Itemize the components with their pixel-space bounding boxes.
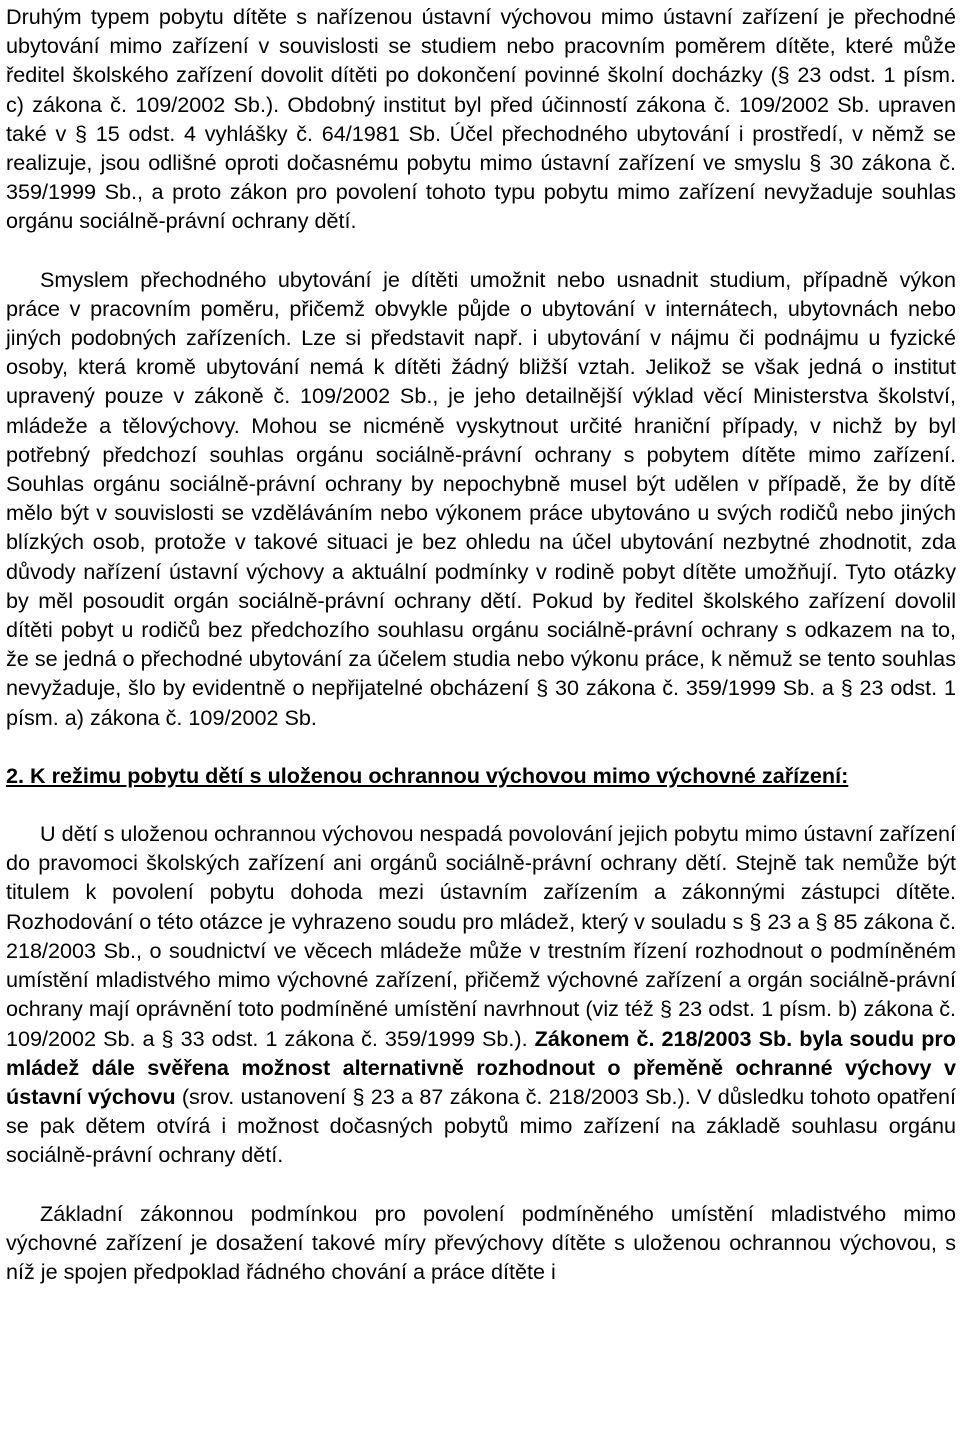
paragraph-protective-education	[6, 819, 956, 1169]
paragraph-conditional-placement: Základní zákonnou podmínkou pro povolení podmíněného umístění mladistvého mimo výchovné zařízení je dosažení takové míry převýchovy dítěte s uloženou ochrannou výchovou, s níž je spojen předpoklad řádného chování a práce dítěte i	[6, 1200, 956, 1284]
paragraph-temporary-accommodation: Druhým typem pobytu dítěte s nařízenou ústavní výchovou mimo ústavní zařízení je přechodné ubytování mimo zařízení v souvislosti se studiem nebo pracovním poměrem dítěte, které může ředitel školského zařízení dovolit dítěti po dokončení povinné školní docházky (§ 23 odst. 1 písm. c) zákona č. 109/2002 Sb.). Obdobný institut byl před účinností zákona č. 109/2002 Sb. upraven také v § 15 odst. 4 vyhlášky č. 64/1981 Sb. Účel přechodného ubytování i prostředí, v němž se realizuje, jsou odlišné oproti dočasnému pobytu mimo ústavní zařízení ve smyslu § 30 zákona č. 359/1999 Sb., a proto zákon pro povolení tohoto typu pobytu mimo zařízení nevyžaduje souhlas orgánu sociálně-právní ochrany dětí.	[6, 4, 956, 234]
paragraph-spacer	[6, 790, 956, 819]
emphasized-text: Zákonem č. 218/2003 Sb. byla soudu pro mládež dále svěřena možnost alternativně rozhodnout o přeměně ochranné výchovy v ústavní výchovu	[6, 1025, 956, 1109]
paragraph-accommodation-purpose: Smyslem přechodného ubytování je dítěti umožnit nebo usnadnit studium, případně výkon práce v pracovním poměru, přičemž obvykle půjde o ubytování v internátech, ubytovnách nebo jiných podobných zařízeních. Lze si představit např. i ubytování v nájmu či podnájmu u fyzické osoby, která kromě ubytování nemá k dítěti žádný bližší vztah. Jelikož se však jedná o institut upravený pouze v zákoně č. 109/2002 Sb., je jeho detailnější výklad věcí Ministerstva školství, mládeže a tělovýchovy. Mohou se nicméně vyskytnout určité hraniční případy, v nichž by byl potřebný předchozí souhlas orgánu sociálně-právní ochrany s pobytem dítěte mimo zařízení. Souhlas orgánu sociálně-právní ochrany by nepochybně musel být udělen v případě, že by dítě mělo být v souvislosti se vzděláváním nebo výkonem práce ubytováno u svých rodičů nebo jiných blízkých osob, protože v takové situaci je bez ohledu na účel ubytování nezbytné zhodnotit, zda důvody nařízení ústavní výchovy a aktuální podmínky v rodině pobyt dítěte umožňují. Tyto otázky by měl posoudit orgán sociálně-právní ochrany dětí. Pokud by ředitel školského zařízení dovolil dítěti pobyt u rodičů bez předchozího souhlasu orgánu sociálně-právní ochrany s odkazem na to, že se jedná o přechodné ubytování za účelem studia nebo výkonu práce, k němuž se tento souhlas nevyžaduje, šlo by evidentně o nepřijatelné obcházení § 30 zákona č. 359/1999 Sb. a § 23 odst. 1 písm. a) zákona č. 109/2002 Sb.	[6, 266, 956, 730]
section-heading	[6, 761, 956, 790]
paragraph-spacer	[6, 236, 956, 265]
section-number: 2.	[6, 762, 25, 788]
paragraph-spacer	[6, 1170, 956, 1199]
section-title: K režimu pobytu dětí s uloženou ochrannou výchovou mimo výchovné zařízení:	[30, 762, 849, 788]
paragraph-spacer	[6, 732, 956, 761]
paragraph-text-tail: (srov. ustanovení § 23 a 87 zákona č. 218/2003 Sb.). V důsledku tohoto opatření se pak dětem otvírá i možnost dočasných pobytů mimo zařízení na základě souhlasu orgánu sociálně-právní ochrany dětí.	[6, 1083, 957, 1168]
paragraph-text: U dětí s uloženou ochrannou výchovou nespadá povolování jejich pobytu mimo ústavní zařízení do pravomoci školských zařízení ani orgánů sociálně-právní ochrany dětí. Stejně tak nemůže být titulem k povolení pobytu dohoda mezi ústavním zařízením a zákonnými zástupci dítěte. Rozhodování o této otázce je vyhrazeno soudu pro mládež, který v souladu s § 23 a § 85 zákona č. 218/2003 Sb., o soudnictví ve věcech mládeže může v trestním řízení rozhodnout o podmíněném umístění mladistvého mimo výchovné zařízení, přičemž výchovné zařízení a orgán sociálně-právní ochrany mají oprávnění toto podmíněné umístění navrhnout (viz též § 23 odst. 1 písm. b) zákona č. 109/2002 Sb. a § 33 odst. 1 zákona č. 359/1999 Sb.).	[6, 821, 956, 1051]
